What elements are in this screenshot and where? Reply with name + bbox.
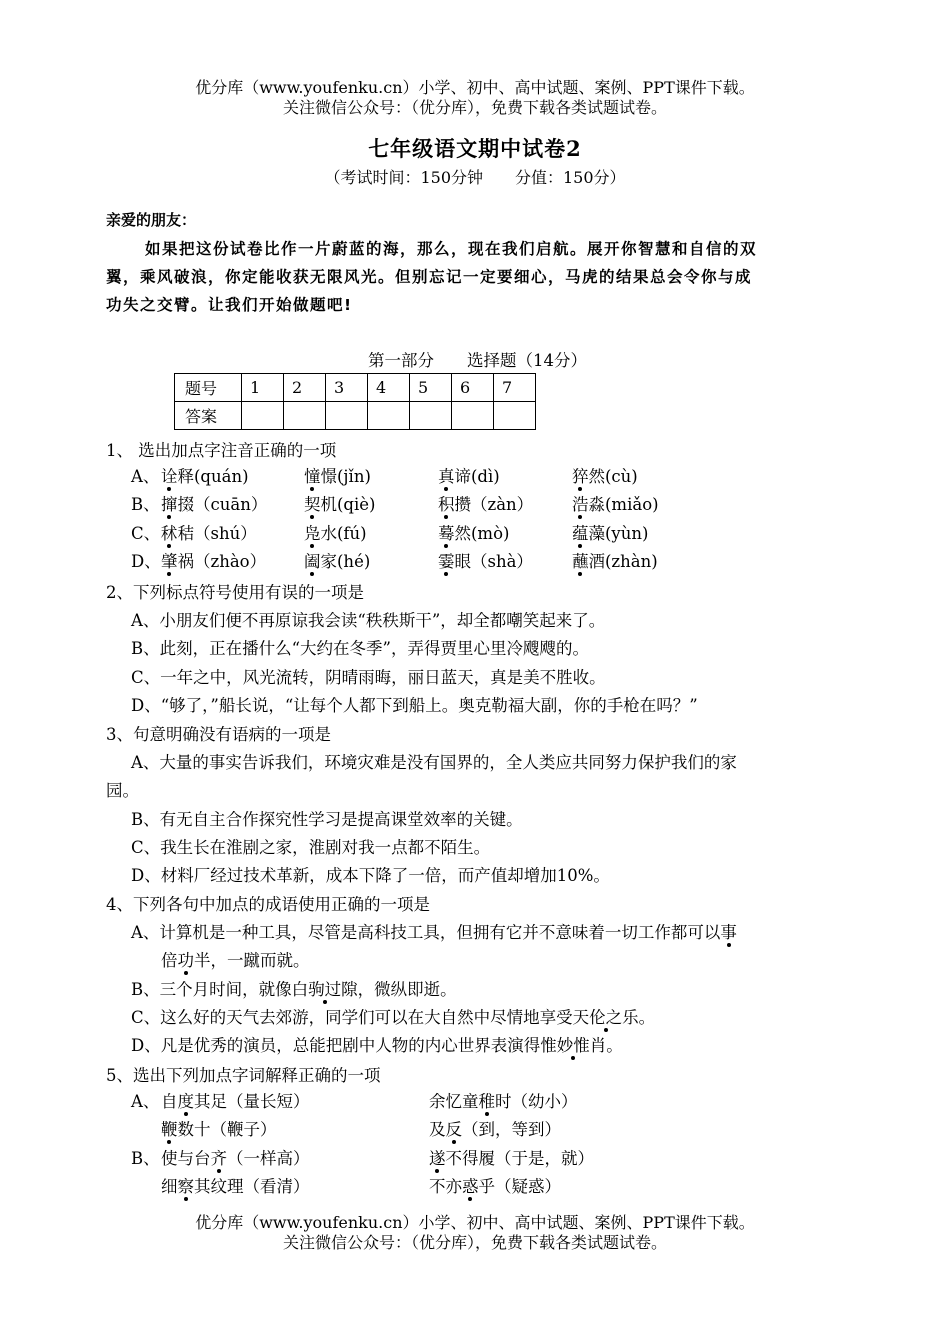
q5-b-item-3: [161, 1173, 310, 1197]
q1-dotted-char: 契: [304, 495, 321, 514]
answer-cell[interactable]: [410, 402, 452, 430]
q2-option-b: B、此刻，正在播什么“大约在冬季”，弄得贾里心里冷飕飕的。: [131, 639, 589, 658]
answer-cell[interactable]: [284, 402, 326, 430]
q4-option-c-pre: C、这么好的天气去郊游，同学们可以在大自然中尽情地享受: [131, 1008, 573, 1027]
q1-word-rest: 然(cù): [588, 467, 638, 486]
q4-option-a-line1: [131, 919, 737, 943]
q5-b-item-1: [161, 1145, 310, 1169]
q4-option-a-text: A、计算机是一种工具，尽管是高科技工具，但拥有它并不意味着一切工作都可以: [131, 923, 721, 942]
q1-word-item: [572, 520, 648, 544]
q3-option-b: B、有无自主合作探究性学习是提高课堂效率的关键。: [131, 810, 523, 829]
q1-dotted-char: 撺: [161, 495, 178, 514]
q4-option-d-pre: D、凡是优秀的演员，总能把剧中人物的内心世界表演得: [131, 1036, 541, 1055]
q5-b1-dot: 齐: [210, 1149, 227, 1168]
q1-word-rest: 机(qiè): [320, 495, 376, 514]
q1-option-label: B、: [131, 495, 160, 514]
q5-a2-dot: 稚: [478, 1092, 495, 1111]
answer-table-answer-label: 答案: [175, 402, 242, 430]
page-header-line2: 关注微信公众号：（优分库），免费下载各类试题试卷。: [282, 98, 667, 117]
q4-option-a-dotted-char: 事: [720, 923, 737, 942]
q3-option-d: D、材料厂经过技术革新，成本下降了一倍，而产值却增加10%。: [131, 866, 610, 885]
q3-option-a-line1: A、大量的事实告诉我们，环境灾难是没有国界的，全人类应共同努力保护我们的家: [131, 753, 737, 772]
q1-word-item: [438, 491, 533, 515]
q5-a4-dot: 反: [445, 1120, 462, 1139]
intro-line-1: 如果把这份试卷比作一片蔚蓝的海，那么，现在我们启航。展开你智慧和自信的双: [145, 240, 758, 258]
q4-option-a-line2: [161, 947, 310, 971]
q5-a-item-3: [161, 1116, 277, 1140]
q5-a1-post: 其足（量长短）: [194, 1092, 310, 1111]
q5-b1-post: （一样高）: [227, 1149, 310, 1168]
q1-word-rest: 水(fú): [320, 524, 367, 543]
q2-option-c: C、一年之中，风光流转，阴晴雨晦，丽日蓝天，真是美不胜收。: [131, 668, 606, 687]
q5-a-item-2: [429, 1088, 578, 1112]
answer-table-number: 3: [326, 374, 368, 402]
q4-option-d-post: 。: [606, 1036, 623, 1055]
q1-dotted-char: 诠: [161, 467, 178, 486]
q4-option-d-idiom: 惟妙惟肖: [540, 1036, 607, 1055]
q5-b3-post: 其纹理（看清）: [194, 1177, 310, 1196]
answer-cell[interactable]: [494, 402, 536, 430]
q1-dotted-char: 真: [438, 467, 455, 486]
answer-table: [174, 373, 536, 430]
q4-option-a-idiom-char: 倍功半: [161, 951, 211, 970]
q5-b1-pre: 使与台: [161, 1149, 211, 1168]
q5-option-b-label: B、: [131, 1149, 160, 1168]
q1-word-item: [304, 491, 375, 515]
q4-stem: 4、下列各句中加点的成语使用正确的一项是: [106, 895, 430, 914]
page-footer-line1: 优分库（www.youfenku.cn）小学、初中、高中试题、案例、PPT课件下载。: [195, 1213, 755, 1232]
q1-option-label: C、: [131, 524, 161, 543]
answer-table-number: 7: [494, 374, 536, 402]
q1-word-rest: 谛(dì): [454, 467, 500, 486]
q1-dotted-char: 凫: [304, 524, 321, 543]
q4-option-c: [131, 1004, 655, 1028]
intro-line-2: 翼，乘风破浪，你定能收获无限风光。但别忘记一定要细心，马虎的结果总会令你与成: [106, 268, 753, 286]
page-footer-line2: 关注微信公众号：（优分库），免费下载各类试题试卷。: [282, 1233, 667, 1252]
q5-stem: 5、选出下列加点字词解释正确的一项: [106, 1066, 381, 1085]
q5-b-item-4: [429, 1173, 561, 1197]
q1-word-item: [304, 520, 367, 544]
q4-option-b-idiom: 白驹过隙: [291, 980, 358, 999]
q5-b4-post: 乎（疑惑）: [478, 1177, 561, 1196]
q5-b3-dot: 察: [177, 1177, 194, 1196]
q5-a4-pre: 及: [429, 1120, 446, 1139]
q5-a-item-4: [429, 1116, 561, 1140]
q1-dotted-char: 猝: [572, 467, 589, 486]
q5-b2-dot: 遂: [429, 1149, 446, 1168]
q1-dotted-char: 蕴: [572, 524, 589, 543]
q1-word-item: [572, 463, 638, 487]
answer-table-number-row: [175, 374, 536, 402]
q5-b-item-2: [429, 1145, 594, 1169]
q1-word-item: [572, 548, 658, 572]
q1-stem: 1、 选出加点字注音正确的一项: [106, 441, 337, 460]
q1-word-item: [161, 491, 267, 515]
q1-dotted-char: 蓦: [438, 524, 455, 543]
answer-table-answer-row: [175, 402, 536, 430]
q5-a3-post: 数十（鞭子）: [177, 1120, 277, 1139]
q1-dotted-char: 肇: [161, 552, 178, 571]
q1-option-label: A、: [131, 467, 160, 486]
q1-word-item: [304, 548, 370, 572]
q5-b4-pre: 不亦: [429, 1177, 462, 1196]
q1-word-item: [161, 520, 257, 544]
q5-a4-post: （到，等到）: [462, 1120, 561, 1139]
q2-option-a: A、小朋友们便不再原谅我会读“秩秩斯干”，却全都嘲笑起来了。: [131, 611, 606, 630]
q2-option-d: D、“够了，”船长说，“让每个人都下到船上。奥克勒福大副，你的手枪在吗？”: [131, 696, 698, 715]
answer-cell[interactable]: [452, 402, 494, 430]
answer-cell[interactable]: [242, 402, 284, 430]
q5-a1-dot: 度: [177, 1092, 194, 1111]
q1-dotted-char: 浩: [572, 495, 589, 514]
answer-cell[interactable]: [368, 402, 410, 430]
q4-option-b-pre: B、三个月时间，就像: [131, 980, 292, 999]
page-header-line1: 优分库（www.youfenku.cn）小学、初中、高中试题、案例、PPT课件下载。: [195, 78, 755, 97]
q5-b3-pre: 细: [161, 1177, 178, 1196]
q5-a3-dot: 鞭: [161, 1120, 178, 1139]
answer-table-number: 4: [368, 374, 410, 402]
q5-a2-pre: 余忆童: [429, 1092, 479, 1111]
q1-dotted-char: 阖: [304, 552, 321, 571]
q2-stem: 2、下列标点符号使用有误的一项是: [106, 583, 364, 602]
intro-greeting: 亲爱的朋友：: [106, 211, 197, 229]
q1-dotted-char: 霎: [438, 552, 455, 571]
q1-option-label: D、: [131, 552, 161, 571]
answer-table-number: 5: [410, 374, 452, 402]
q4-option-d: [131, 1032, 623, 1056]
q3-option-a-line2: 园。: [106, 781, 139, 800]
q3-option-c: C、我生长在淮剧之家，淮剧对我一点都不陌生。: [131, 838, 491, 857]
q1-word-rest: 然(mò): [454, 524, 510, 543]
q1-word-rest: 祸（zhào）: [177, 552, 267, 571]
q4-option-b: [131, 976, 457, 1000]
exam-subtitle: （考试时间：150分钟 分值：150分）: [324, 168, 626, 187]
q1-word-rest: 眼（shà）: [454, 552, 533, 571]
answer-table-number: 6: [452, 374, 494, 402]
section-title: 第一部分 选择题（14分）: [368, 351, 587, 370]
q1-word-rest: 秸（shú）: [177, 524, 257, 543]
q1-word-rest: 攒（zàn）: [454, 495, 534, 514]
q1-word-item: [572, 491, 659, 515]
q5-option-a-label: A、: [131, 1092, 160, 1111]
q4-option-c-post: 。: [638, 1008, 656, 1027]
q1-word-rest: 酒(zhàn): [588, 552, 658, 571]
intro-line-3: 功失之交臂。让我们开始做题吧!: [106, 296, 353, 314]
q1-word-item: [438, 548, 533, 572]
q1-word-item: [161, 463, 249, 487]
answer-cell[interactable]: [326, 402, 368, 430]
q3-stem: 3、句意明确没有语病的一项是: [106, 725, 331, 744]
q1-word-item: [161, 548, 266, 572]
q5-a2-post: 时（幼小）: [495, 1092, 578, 1111]
q1-word-rest: 家(hé): [320, 552, 371, 571]
q4-option-a-rest: ，一蹴而就。: [210, 951, 310, 970]
q1-dotted-char: 秫: [161, 524, 178, 543]
q1-word-rest: 憬(jǐn): [320, 467, 371, 486]
q1-word-item: [438, 520, 509, 544]
q5-b4-dot: 惑: [462, 1177, 479, 1196]
q1-word-rest: 掇（cuān）: [177, 495, 268, 514]
q1-dotted-char: 憧: [304, 467, 321, 486]
q1-word-item: [304, 463, 371, 487]
q4-option-b-post: ，微纵即逝。: [357, 980, 457, 999]
q5-a-item-1: [161, 1088, 310, 1112]
q5-a1-pre: 自: [161, 1092, 178, 1111]
q1-word-rest: 藻(yùn): [588, 524, 649, 543]
q1-word-rest: 淼(miǎo): [588, 495, 659, 514]
exam-title: 七年级语文期中试卷2: [368, 136, 582, 161]
q1-word-item: [438, 463, 500, 487]
q1-word-rest: 释(quán): [177, 467, 249, 486]
q5-b2-post: 不得履（于是，就）: [445, 1149, 594, 1168]
answer-table-number-label: 题号: [175, 374, 242, 402]
q1-dotted-char: 积: [438, 495, 455, 514]
answer-table-number: 2: [284, 374, 326, 402]
q1-dotted-char: 蘸: [572, 552, 589, 571]
q4-option-c-idiom: 天伦之乐: [572, 1008, 639, 1027]
answer-table-number: 1: [242, 374, 284, 402]
